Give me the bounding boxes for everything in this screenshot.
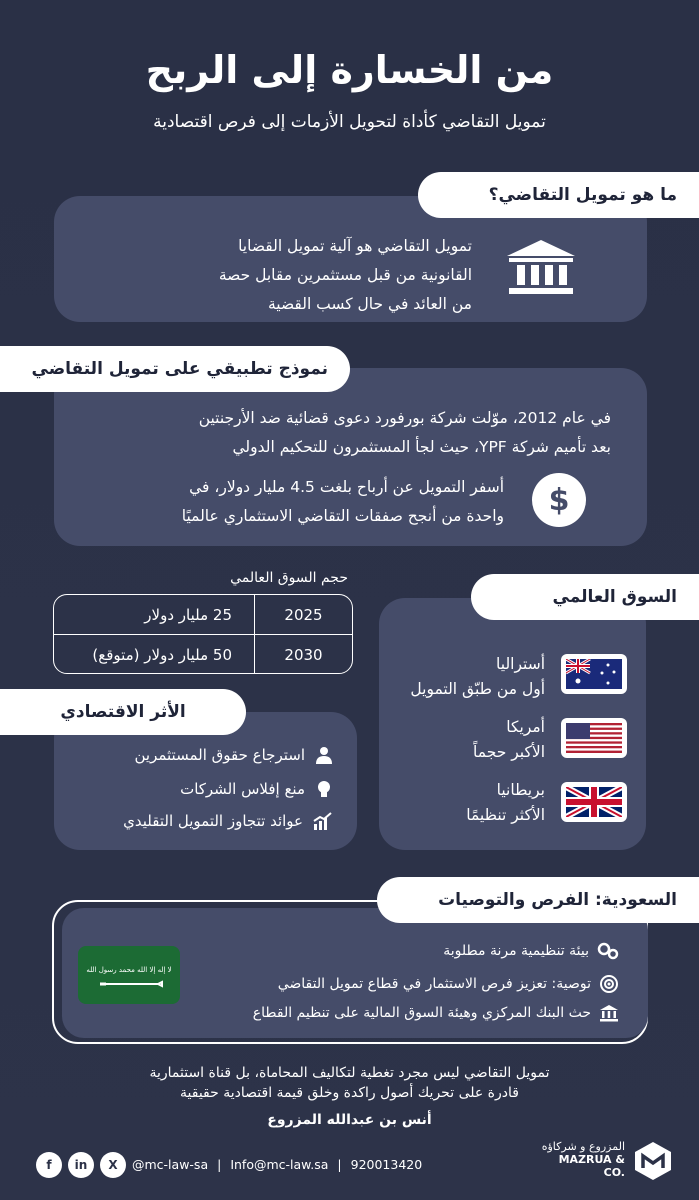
case-study-heading [0,346,350,392]
conclusion-text [0,1063,699,1103]
impact-item [180,779,333,799]
country-note: أول من طبّق التمويل [410,680,545,698]
what-is-heading-text: ما هو تمويل التقاضي؟ [488,185,677,205]
footer-email-link[interactable]: Info@mc-law.sa [230,1157,329,1172]
facebook-icon[interactable] [36,1152,62,1178]
brand-block [535,1140,625,1179]
country-uk [345,778,545,828]
country-australia [345,652,545,702]
footer-handle-link[interactable]: @mc-law-sa [132,1157,209,1172]
linkedin-glyph: in [74,1158,88,1172]
country-name: أمريكا [506,718,545,736]
impact-item [134,746,333,764]
footer-phone-link[interactable]: 920013420 [350,1157,423,1172]
country-note: الأكثر تنظيمًا [466,806,545,824]
x-icon[interactable] [100,1152,126,1178]
footer-separator: | [217,1157,222,1172]
case-study-line-4: واحدة من أنجح صفقات التقاضي الاستثماري عالميًا [181,507,504,525]
what-is-line-3: من العائد في حال كسب القضية [267,295,472,313]
case-study-line-2: بعد تأميم شركة YPF، حيث لجأ المستثمرون للتحكيم الدولي [232,438,611,456]
what-is-line-1: تمويل التقاضي هو آلية تمويل القضايا [238,237,472,255]
table-value: 50 مليار دولار (متوقع) [92,646,232,664]
table-year: 2030 [254,635,352,674]
person-icon [315,746,333,764]
market-size-caption: حجم السوق العالمي [230,570,348,586]
table-row [54,595,352,635]
dollar-icon [531,472,587,528]
impact-item-label: استرجاع حقوق المستثمرين [134,746,305,764]
impact-item [123,812,333,830]
impact-heading-text: الأثر الاقتصادي [60,702,186,722]
global-market-heading [471,574,699,620]
impact-item-label: عوائد تتجاوز التمويل التقليدي [123,812,303,830]
case-study-line-3: أسفر التمويل عن أرباح بلغت 4.5 مليار دولار، في [189,478,504,496]
target-icon [599,974,619,994]
x-glyph: X [108,1158,118,1172]
market-size-table [53,594,353,674]
courthouse-icon [505,238,577,298]
saudi-flag-text: لا إله إلا الله محمد رسول الله [86,966,172,974]
what-is-heading [418,172,699,218]
svg-text:$: $ [548,483,570,518]
author-name: أنس بن عبدالله المزروع [267,1112,432,1128]
lightbulb-icon [315,779,333,799]
what-is-text [72,232,472,319]
what-is-line-2: القانونية من قبل مستثمرين مقابل حصة [218,266,472,284]
country-note: الأكبر حجماً [473,743,545,761]
impact-item-label: منع إفلاس الشركات [180,780,305,798]
footer-contacts [132,1157,422,1172]
saudi-item [443,942,619,960]
impact-heading [0,689,246,735]
table-row [54,635,352,674]
case-study-para-1 [51,404,611,462]
saudi-heading-text: السعودية: الفرص والتوصيات [438,890,677,910]
footer-separator: | [337,1157,342,1172]
page-title: من الخسارة إلى الربح [145,48,554,92]
case-study-para-2 [104,473,504,531]
saudi-item [253,1004,619,1022]
facebook-glyph: f [46,1158,52,1172]
country-name: أستراليا [496,655,545,673]
brand-english: MAZRUA & CO. [558,1153,625,1179]
conclusion-line-2: قادرة على تحريك أصول راكدة وخلق قيمة اقتصادية حقيقية [180,1085,519,1101]
page-subtitle: تمويل التقاضي كأداة لتحويل الأزمات إلى فرص اقتصادية [153,112,546,132]
saudi-item-label: توصية: تعزيز فرص الاستثمار في قطاع تمويل التقاضي [277,976,591,992]
bank-icon [599,1004,619,1022]
saudi-item-label: بيئة تنظيمية مرنة مطلوبة [443,943,589,959]
table-value: 25 مليار دولار [144,605,232,624]
table-year: 2025 [254,595,352,634]
uk-flag [561,782,627,822]
country-name: بريطانيا [496,781,545,799]
saudi-heading [377,877,699,923]
global-market-heading-text: السوق العالمي [552,587,677,607]
growth-chart-icon [313,812,333,830]
saudi-flag [78,946,180,1004]
linkedin-icon[interactable] [68,1152,94,1178]
saudi-item [278,974,619,994]
conclusion-line-1: تمويل التقاضي ليس مجرد تغطية لتكاليف المحاماة، بل قناة استثمارية [149,1065,550,1081]
case-study-line-1: في عام 2012، موّلت شركة بورفورد دعوى قضائية ضد الأرجنتين [198,409,611,427]
country-usa [345,715,545,765]
gears-icon [597,942,619,960]
brand-arabic: المزروع و شركاؤه [541,1140,625,1153]
saudi-item-label: حث البنك المركزي وهيئة السوق المالية على تنظيم القطاع [252,1005,591,1021]
case-study-heading-text: نموذج تطبيقي على تمويل التقاضي [31,359,328,379]
brand-logo-icon [632,1140,674,1182]
usa-flag [561,718,627,758]
australia-flag [561,654,627,694]
